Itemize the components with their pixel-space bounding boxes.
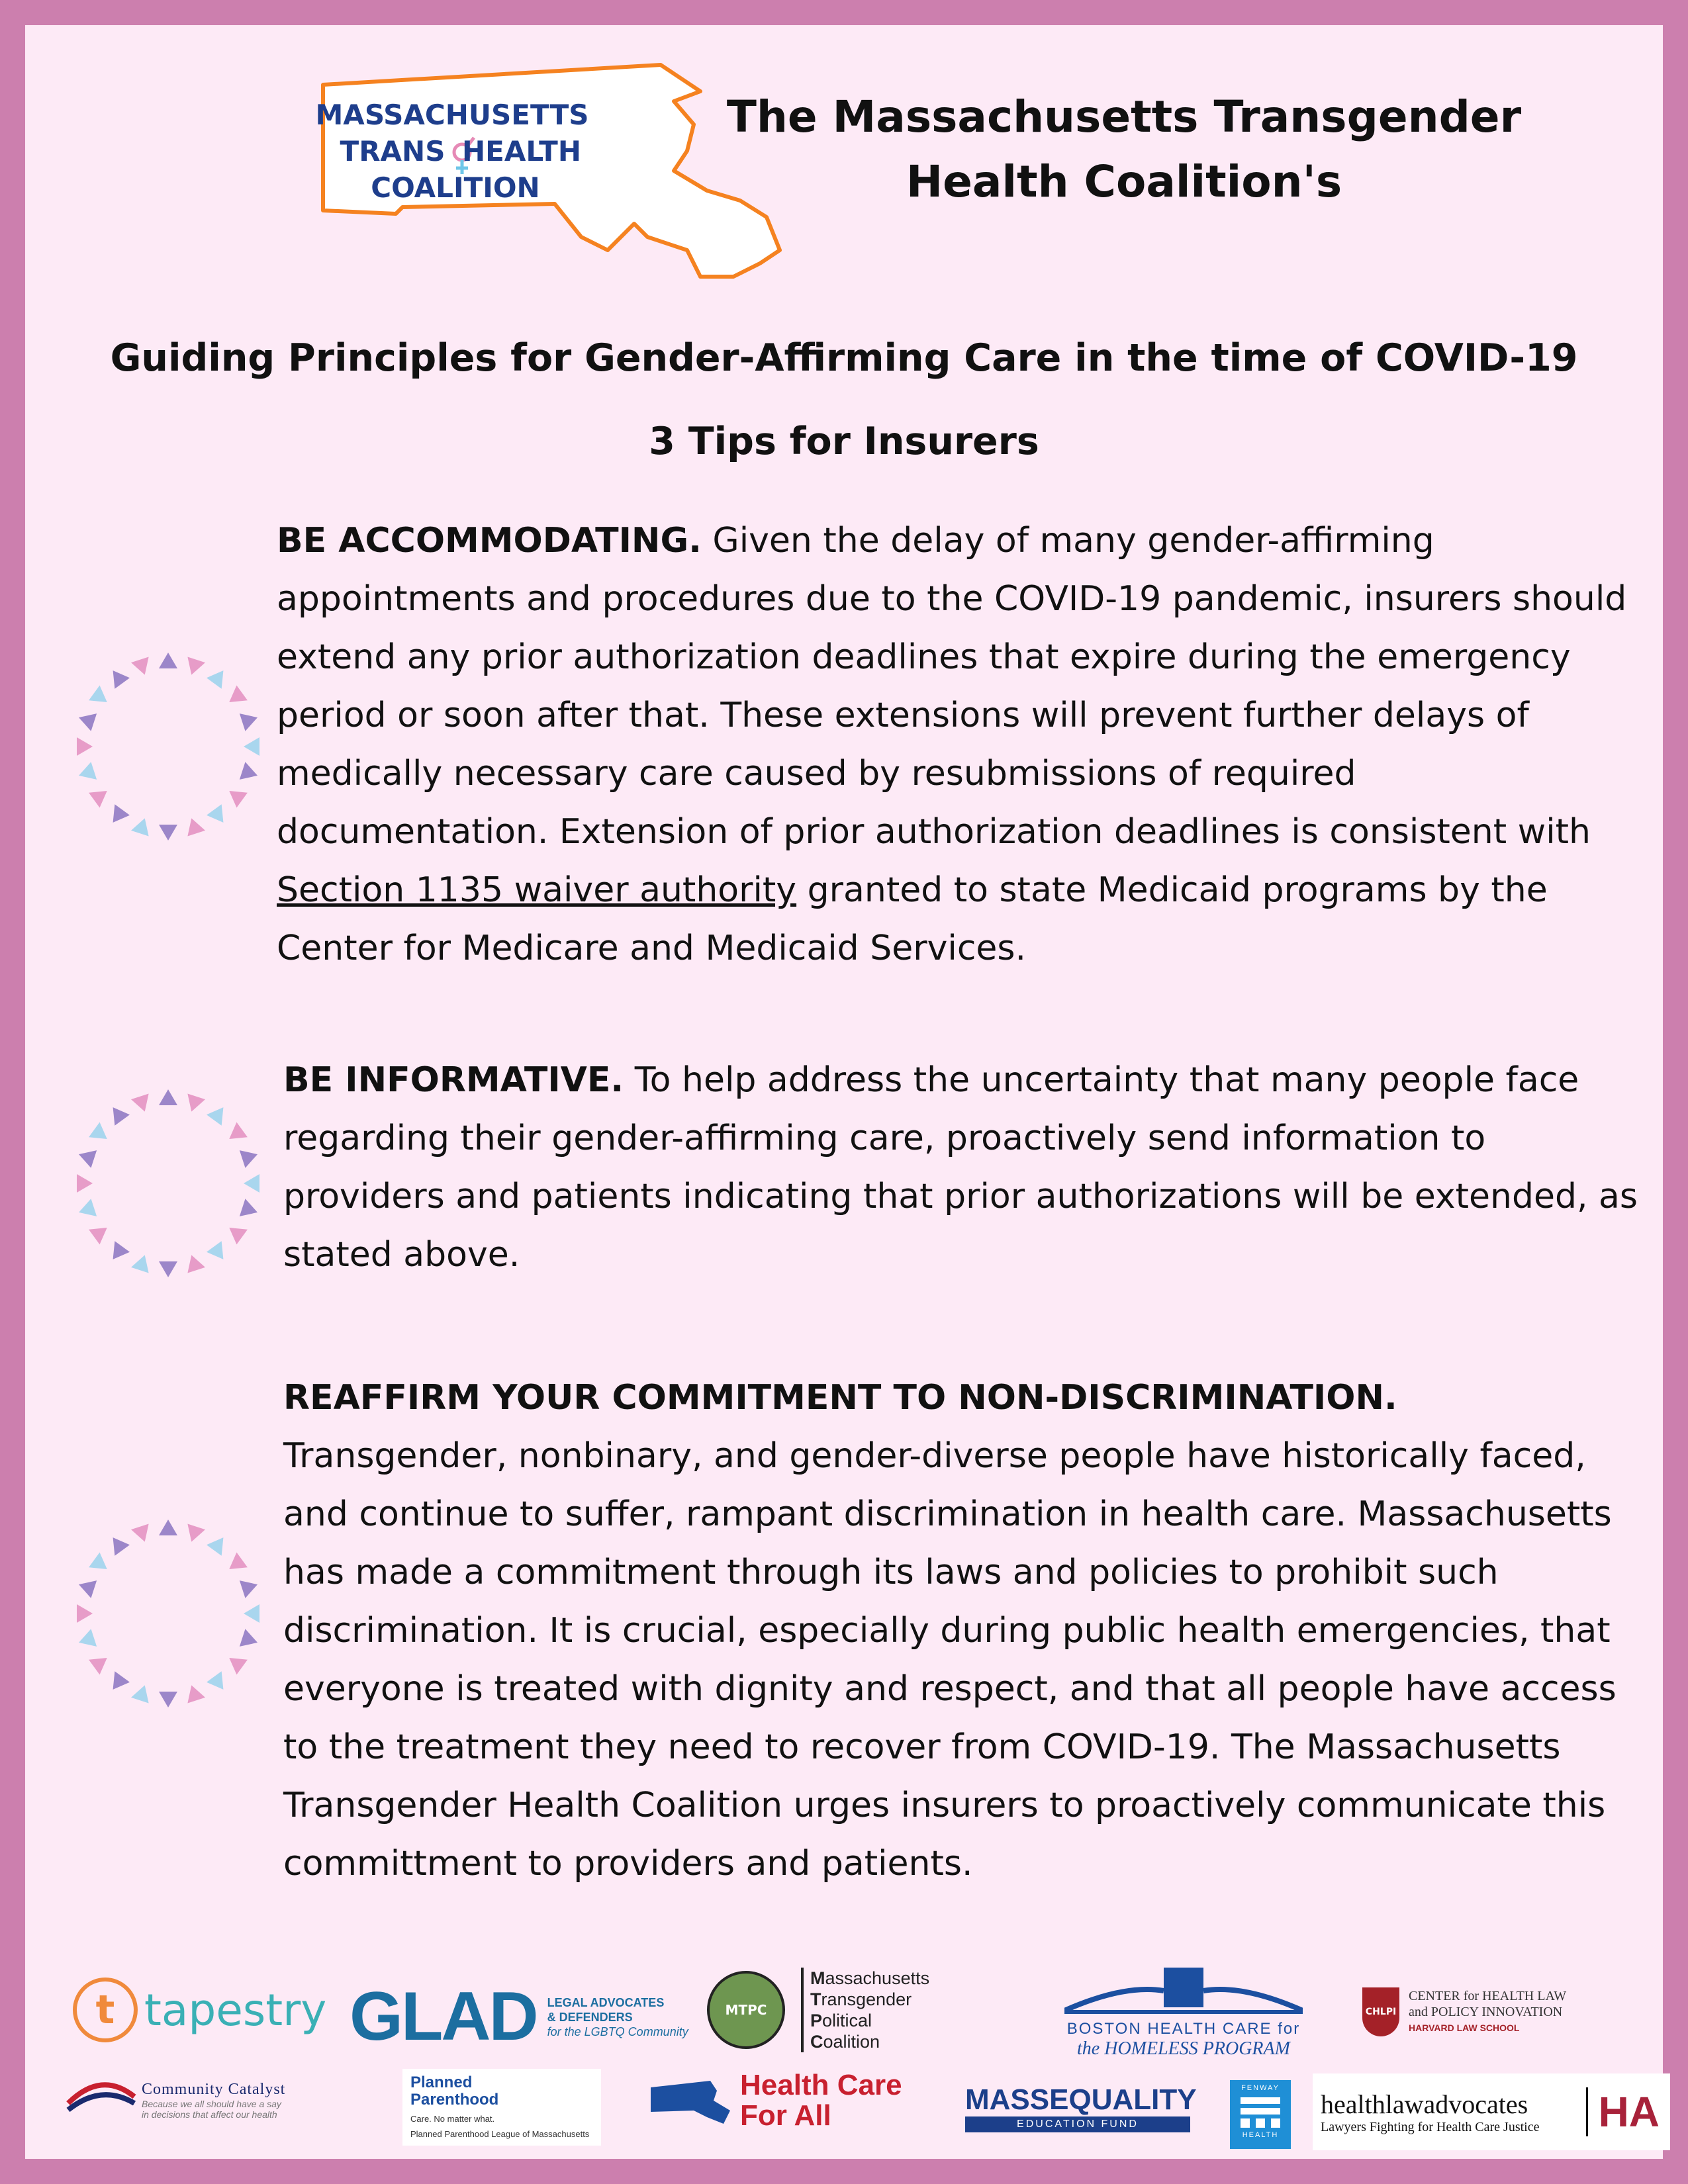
- ring-triangle: [105, 1102, 130, 1126]
- ring-triangle: [240, 1576, 260, 1598]
- triangle-ring-icon: [62, 1508, 274, 1719]
- ring-triangle: [183, 1682, 205, 1703]
- hla-name: healthlawadvocates: [1321, 2089, 1528, 2119]
- ring-triangle: [240, 762, 260, 784]
- ring-triangle: [183, 657, 205, 677]
- fenway-health-logo: [1230, 2080, 1291, 2149]
- tip2-heading: BE INFORMATIVE.: [283, 1060, 624, 1100]
- hla-tag: Lawyers Fighting for Health Care Justice: [1321, 2120, 1540, 2134]
- tip1-body-b: granted to state Medicaid programs by the Center for Medicare and Medicaid Services.: [277, 870, 1548, 968]
- flyer-page: [25, 25, 1663, 2159]
- ring-triangle: [207, 1241, 231, 1265]
- ring-triangle: [76, 709, 97, 731]
- ring-triangle: [207, 804, 231, 828]
- tip1-body-a: Given the delay of many gender-affirming appointments and procedures due to the COVID-19 pandemic, insurers should extend any prior authorization deadlines that expire during the emergency period or soon after that. These extensions will prevent further delays of medically necessary care caused by resubmissions of required documentation. Extension of prior authorization deadlines is consistent with: [277, 521, 1627, 852]
- ring-triangle: [105, 1532, 130, 1556]
- logo-line-1: MASSACHUSETTS: [315, 99, 589, 131]
- ring-triangle: [240, 1146, 260, 1168]
- logo-line-3: HEALTH: [462, 135, 581, 167]
- hcfa-line-2: For All: [740, 2099, 831, 2132]
- ring-triangle: [240, 709, 260, 731]
- section-1135-link[interactable]: Section 1135 waiver authority: [277, 870, 797, 910]
- ring-triangle: [131, 815, 154, 836]
- document-title: [25, 316, 1663, 483]
- bhchp-logo: [1038, 1964, 1329, 2060]
- hcfa-line-1: Health Care: [740, 2069, 902, 2101]
- mtpc-line-3: olitical: [822, 2011, 872, 2030]
- ring-triangle: [224, 784, 248, 808]
- ring-triangle: [77, 737, 93, 756]
- ring-triangle: [244, 737, 259, 756]
- ring-triangle: [159, 1520, 177, 1535]
- ring-triangle: [207, 1532, 231, 1556]
- ring-triangle: [131, 1524, 154, 1544]
- ring-triangle: [105, 1671, 130, 1695]
- pp-line-3: Care. No matter what.: [410, 2114, 495, 2124]
- ring-triangle: [131, 657, 154, 677]
- chlpi-line-2: and POLICY INNOVATION: [1409, 2005, 1563, 2019]
- org-title-line-1: The Massachusetts Transgender: [726, 91, 1522, 142]
- ring-triangle: [240, 1199, 260, 1221]
- ring-triangle: [183, 815, 205, 836]
- fenway-mark-icon: [1241, 2092, 1280, 2129]
- logo-line-2: TRANS: [340, 135, 445, 167]
- doc-title-line-2: 3 Tips for Insurers: [649, 420, 1039, 463]
- ring-triangle: [224, 1651, 248, 1675]
- mtpc-logo: [707, 1968, 929, 2052]
- mtpc-initial-t: T: [810, 1989, 821, 2009]
- mtpc-line-4: oalition: [823, 2032, 880, 2052]
- ring-triangle: [131, 1682, 154, 1703]
- fenway-top: FENWAY: [1241, 2084, 1280, 2092]
- tip3-body: Transgender, nonbinary, and gender-diverse people have historically faced, and continue to suffer, rampant discrimination in health care. Massachusetts has made a commitment through its laws and policies to prohibit such discrimination. It is crucial, especially during public health emergencies, that everyone is treated with dignity and respect, and that all people have access to the treatment they need to recover from COVID-19. The Massachusetts Transgender Health Coalition urges insurers to proactively communicate this committment to providers and patients.: [283, 1436, 1617, 1884]
- glad-logo: [350, 1978, 688, 2056]
- ring-triangle: [159, 1261, 177, 1277]
- ring-triangle: [105, 1241, 130, 1265]
- pp-line-2: Parenthood: [410, 2091, 499, 2109]
- cc-tag-2: in decisions that affect our health: [142, 2109, 277, 2120]
- bhchp-line-2: the HOMELESS PROGRAM: [1077, 2038, 1290, 2059]
- tip1-heading: BE ACCOMMODATING.: [277, 521, 702, 561]
- mtpc-emblem-icon: MTPC: [707, 1971, 785, 2049]
- health-care-for-all-logo: [647, 2070, 902, 2131]
- mtpc-initial-p: P: [810, 2011, 823, 2030]
- chlpi-logo: [1362, 1987, 1566, 2036]
- ring-triangle: [89, 784, 113, 808]
- ring-triangle: [240, 1629, 260, 1651]
- massachusetts-map-icon: [647, 2071, 733, 2130]
- org-title-line-2: Health Coalition's: [906, 156, 1342, 207]
- cc-tag-1: Because we all should have a say: [142, 2098, 281, 2109]
- ring-triangle: [224, 686, 248, 710]
- massequality-logo: [965, 2083, 1197, 2132]
- ring-triangle: [244, 1604, 259, 1623]
- catalyst-swoosh-icon: [65, 2073, 138, 2126]
- ring-triangle: [224, 1122, 248, 1147]
- ring-triangle: [159, 653, 177, 668]
- ring-triangle: [76, 1199, 97, 1221]
- ring-triangle: [77, 1604, 93, 1623]
- ring-triangle: [89, 1122, 113, 1147]
- glad-sub-1: LEGAL ADVOCATES: [547, 1995, 665, 2009]
- chlpi-line-3: HARVARD LAW SCHOOL: [1409, 2023, 1520, 2033]
- tip-reaffirm-commitment: [283, 1369, 1654, 1893]
- ring-triangle: [76, 1576, 97, 1598]
- chlpi-shield-icon: CHLPI: [1362, 1987, 1399, 2036]
- tip-be-accommodating: [277, 512, 1634, 978]
- doc-title-line-1: Guiding Principles for Gender-Affirming Care in the time of COVID-19: [110, 336, 1578, 380]
- ring-triangle: [105, 665, 130, 689]
- chlpi-line-1: CENTER for HEALTH LAW: [1409, 1989, 1567, 2003]
- ring-triangle: [89, 686, 113, 710]
- mtpc-initial-m: M: [810, 1968, 825, 1988]
- ring-triangle: [207, 1102, 231, 1126]
- cc-name: Community Catalyst: [142, 2080, 286, 2098]
- fenway-bottom: HEALTH: [1242, 2131, 1279, 2139]
- ring-triangle: [183, 1524, 205, 1544]
- bridge-icon: [1064, 1964, 1303, 2017]
- ring-triangle: [183, 1252, 205, 1273]
- logo-line-4: COALITION: [371, 171, 540, 204]
- ring-triangle: [131, 1252, 154, 1273]
- ring-triangle: [89, 1553, 113, 1577]
- ring-triangle: [76, 762, 97, 784]
- ring-triangle: [207, 1671, 231, 1695]
- massequality-name: MASSEQUALITY: [965, 2083, 1197, 2116]
- ring-triangle: [159, 1692, 177, 1707]
- tip2-body: To help address the uncertainty that many people face regarding their gender-affirming care, proactively send information to providers and patients indicating that prior authorizations will be extended, as stated above.: [283, 1060, 1638, 1275]
- ring-triangle: [159, 825, 177, 841]
- ring-triangle: [244, 1174, 259, 1193]
- hla-mark: HA: [1586, 2087, 1670, 2136]
- glad-name: GLAD: [350, 1978, 537, 2055]
- ring-triangle: [89, 1651, 113, 1675]
- mtpc-line-1: assachusetts: [825, 1968, 930, 1988]
- organization-title: [687, 85, 1561, 214]
- pp-line-1: Planned: [410, 2073, 473, 2091]
- health-law-advocates-logo: [1313, 2073, 1670, 2150]
- tapestry-name: tapestry: [144, 1984, 327, 2036]
- glad-sub-2: & DEFENDERS: [547, 2010, 633, 2024]
- tip3-heading: REAFFIRM YOUR COMMITMENT TO NON-DISCRIMINATION.: [283, 1378, 1397, 1418]
- tip-be-informative: [283, 1051, 1640, 1284]
- tapestry-logo: [73, 1978, 326, 2042]
- tapestry-mark-icon: t: [73, 1978, 138, 2042]
- planned-parenthood-logo: [402, 2069, 601, 2146]
- ring-triangle: [105, 804, 130, 828]
- massequality-bar: EDUCATION FUND: [965, 2116, 1190, 2132]
- ring-triangle: [159, 1089, 177, 1105]
- triangle-ring-icon: [62, 1077, 274, 1289]
- ring-triangle: [183, 1093, 205, 1114]
- mtpc-initial-c: C: [810, 2032, 823, 2052]
- ring-triangle: [77, 1174, 93, 1193]
- ring-triangle: [207, 665, 231, 689]
- ring-triangle: [76, 1629, 97, 1651]
- pp-line-4: Planned Parenthood League of Massachusetts: [410, 2129, 590, 2139]
- ring-triangle: [224, 1553, 248, 1577]
- mtpc-line-2: ransgender: [821, 1989, 912, 2009]
- ring-triangle: [224, 1220, 248, 1245]
- community-catalyst-logo: [65, 2073, 285, 2126]
- ring-triangle: [89, 1220, 113, 1245]
- bhchp-line-1: BOSTON HEALTH CARE for: [1066, 2020, 1301, 2038]
- ring-triangle: [131, 1093, 154, 1114]
- triangle-ring-icon: [62, 641, 274, 852]
- glad-sub-3: for the LGBTQ Community: [547, 2025, 688, 2038]
- ring-triangle: [76, 1146, 97, 1168]
